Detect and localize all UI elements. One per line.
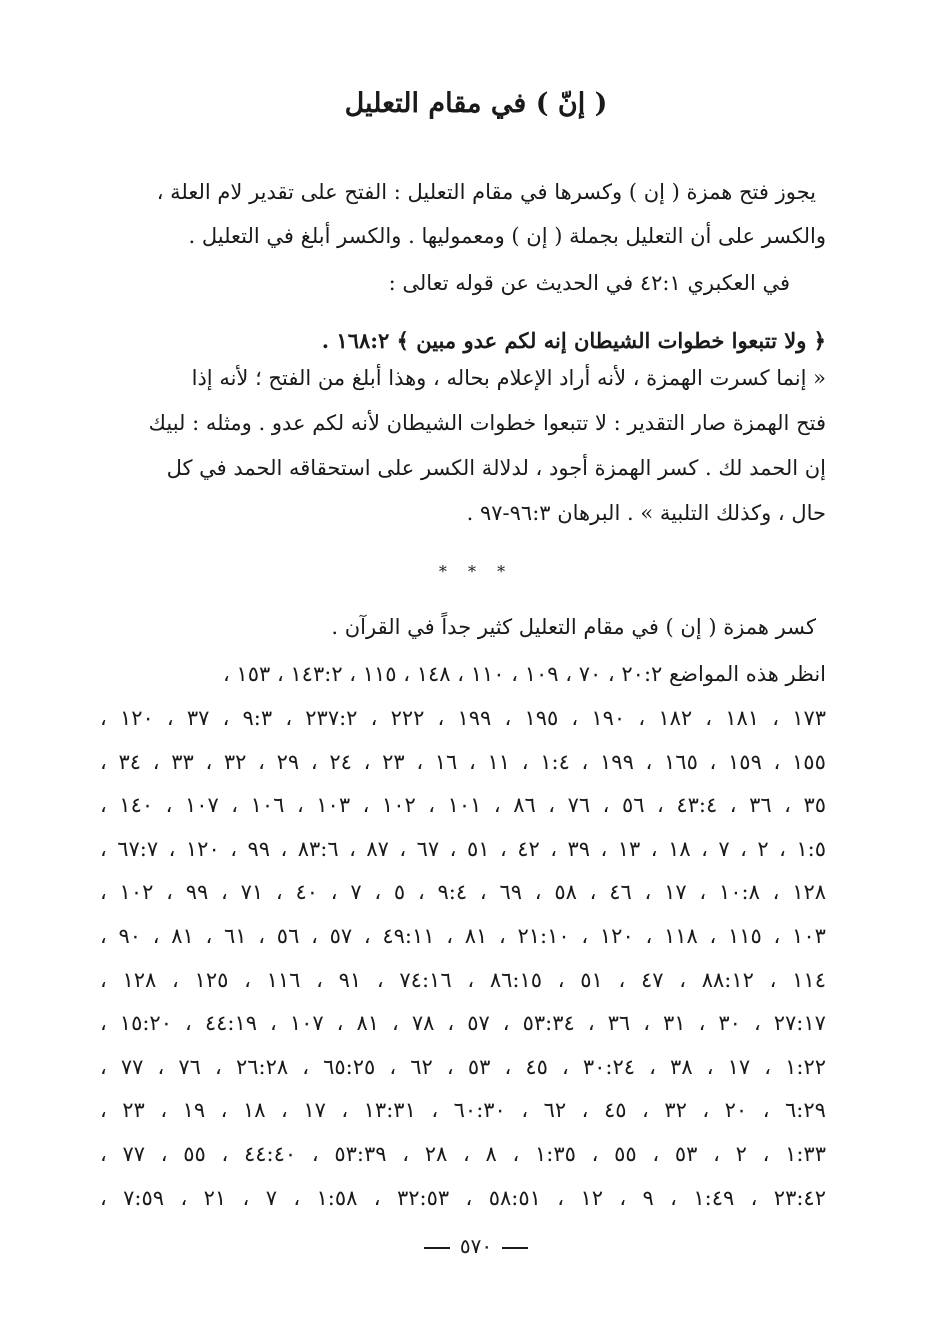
reference-line: ١٥٥ ، ١٥٩ ، ١٦٥ ، ١٩٩ ، ١:٤ ، ١١ ، ١٦ ، ٢٣ ، ٢٤ ، ٢٩ ، ٣٢ ، ٣٣ ، ٣٤ ، bbox=[100, 749, 826, 774]
reference-line: ١١٤ ، ٨٨:١٢ ، ٤٧ ، ٥١ ، ٨٦:١٥ ، ٧٤:١٦ ، ٩١ ، ١١٦ ، ١٢٥ ، ١٢٨ ، bbox=[100, 967, 826, 992]
citation-paragraph bbox=[100, 262, 826, 304]
folio-dash-left bbox=[502, 1247, 528, 1249]
reference-line: ١:٢٢ ، ١٧ ، ٣٨ ، ٣٠:٢٤ ، ٤٥ ، ٥٣ ، ٦٢ ، ٦٥:٢٥ ، ٢٦:٢٨ ، ٧٦ ، ٧٧ ، bbox=[100, 1054, 826, 1079]
reference-line: ٢٧:١٧ ، ٣٠ ، ٣١ ، ٣٦ ، ٥٣:٣٤ ، ٥٧ ، ٧٨ ، ٨١ ، ١٠٧ ، ٤٤:١٩ ، ١٥:٢٠ ، bbox=[100, 1011, 826, 1036]
quote-line: « إنما كسرت الهمزة ، لأنه أراد الإعلام بحاله ، وهذا أبلغ من الفتح ؛ لأنه إذا bbox=[191, 366, 826, 390]
page-number: ٥٧٠ bbox=[459, 1234, 493, 1258]
reference-line: ١٧٣ ، ١٨١ ، ١٨٢ ، ١٩٠ ، ١٩٥ ، ١٩٩ ، ٢٢٢ ، ٢٣٧:٢ ، ٩:٣ ، ٣٧ ، ١٢٠ ، bbox=[100, 706, 826, 730]
intro-paragraph bbox=[100, 170, 826, 258]
references-intro bbox=[100, 652, 826, 696]
reference-line: ١٠٣ ، ١١٥ ، ١١٨ ، ١٢٠ ، ٢١:١٠ ، ٨١ ، ٤٩:١١ ، ٥٧ ، ٥٦ ، ٦١ ، ٨١ ، ٩٠ ، bbox=[100, 923, 826, 948]
reference-line: ١٢٨ ، ١٠:٨ ، ١٧ ، ٤٦ ، ٥٨ ، ٦٩ ، ٩:٤ ، ٥ ، ٧ ، ٤٠ ، ٧١ ، ٩٩ ، ١٠٢ ، bbox=[100, 880, 826, 905]
citation-line: في العكبري ٤٢:١ في الحديث عن قوله تعالى : bbox=[388, 271, 790, 295]
folio-dash-right bbox=[424, 1247, 450, 1249]
quote-line: فتح الهمزة صار التقدير : لا تتبعوا خطوات الشيطان لأنه لكم عدو . ومثله : لبيك bbox=[148, 411, 826, 435]
verse-line: ﴿ ولا تتبعوا خطوات الشيطان إنه لكم عدو مبين ﴾ ١٦٨:٢ . bbox=[321, 328, 826, 353]
reference-line: ٦:٢٩ ، ٢٠ ، ٣٢ ، ٤٥ ، ٦٢ ، ٦٠:٣٠ ، ١٣:٣١ ، ١٧ ، ١٨ ، ١٩ ، ٢٣ ، bbox=[100, 1098, 826, 1123]
page-number-footer bbox=[0, 1234, 952, 1258]
page-title: ( إنّ ) في مقام التعليل bbox=[344, 88, 608, 119]
statement-paragraph bbox=[100, 605, 826, 649]
reference-list bbox=[100, 697, 826, 1220]
section-separator: * * * bbox=[438, 562, 514, 581]
quote-line: إن الحمد لك . كسر الهمزة أجود ، لدلالة الكسر على استحقاقه الحمد في كل bbox=[166, 456, 826, 480]
reference-line: ٢٣:٤٢ ، ١:٤٩ ، ٩ ، ١٢ ، ٥٨:٥١ ، ٣٢:٥٣ ، ١:٥٨ ، ٧ ، ٢١ ، ٧:٥٩ ، bbox=[100, 1185, 826, 1210]
reference-line: ١:٥ ، ٢ ، ٧ ، ١٨ ، ١٣ ، ٣٩ ، ٤٢ ، ٥١ ، ٦٧ ، ٨٧ ، ٨٣:٦ ، ٩٩ ، ١٢٠ ، ٦٧:٧ ، bbox=[100, 836, 826, 861]
reference-line: ١:٣٣ ، ٢ ، ٥٣ ، ٥٥ ، ١:٣٥ ، ٨ ، ٢٨ ، ٥٣:٣٩ ، ٤٤:٤٠ ، ٥٥ ، ٧٧ ، bbox=[100, 1141, 826, 1166]
reference-line: ٣٥ ، ٣٦ ، ٤٣:٤ ، ٥٦ ، ٧٦ ، ٨٦ ، ١٠١ ، ١٠٢ ، ١٠٣ ، ١٠٦ ، ١٠٧ ، ١٤٠ ، bbox=[100, 793, 826, 818]
references-intro-line: انظر هذه المواضع ٢٠:٢ ، ٧٠ ، ١٠٩ ، ١١٠ ، ١٤٨ ، ١١٥ ، ١٤٣:٢ ، ١٥٣ ، bbox=[222, 662, 826, 686]
intro-line: يجوز فتح همزة ( إن ) وكسرها في مقام التعليل : الفتح على تقدير لام العلة ، bbox=[156, 180, 816, 204]
statement-line: كسر همزة ( إن ) في مقام التعليل كثير جداً في القرآن . bbox=[331, 615, 816, 639]
quote-line: حال ، وكذلك التلبية » . البرهان ٩٦:٣-٩٧ . bbox=[466, 501, 826, 525]
quoted-commentary bbox=[100, 356, 826, 536]
intro-line: والكسر على أن التعليل بجملة ( إن ) ومعموليها . والكسر أبلغ في التعليل . bbox=[188, 224, 826, 248]
